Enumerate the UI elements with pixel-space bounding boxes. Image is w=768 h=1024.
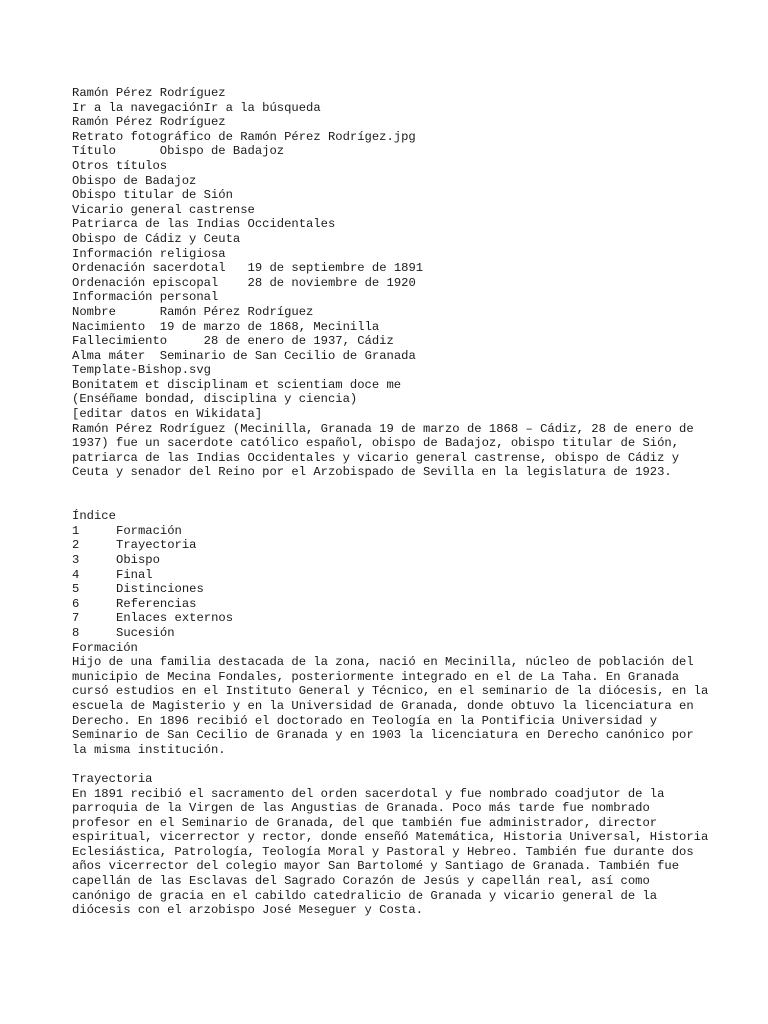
toc-label[interactable]: Enlaces externos	[116, 611, 234, 626]
toc-item[interactable]	[72, 582, 712, 597]
toc-label[interactable]: Formación	[116, 523, 182, 538]
document-page	[72, 86, 712, 918]
nombre-value: Ramón Pérez Rodríguez	[159, 304, 314, 319]
alma-mater-value[interactable]: Seminario de San Cecilio de Granada	[159, 348, 416, 363]
toc-item[interactable]	[72, 524, 712, 539]
titulo-label: Título	[72, 144, 116, 159]
infobox-row-nombre	[72, 305, 712, 320]
toc-label[interactable]: Sucesión	[116, 625, 175, 640]
nacimiento-value[interactable]: 19 de marzo de 1868, Mecinilla	[159, 319, 380, 334]
template-filename[interactable]: Template-Bishop.svg	[72, 363, 211, 378]
titulo-value[interactable]: Obispo de Badajoz	[159, 144, 285, 159]
otro-titulo-item[interactable]: Patriarca de las Indias Occidentales	[72, 217, 336, 232]
toc-number: 3	[72, 553, 80, 567]
toc-item[interactable]	[72, 553, 712, 568]
toc-item[interactable]	[72, 568, 712, 583]
infobox-row-titulo	[72, 144, 712, 159]
toc-number: 6	[72, 596, 80, 611]
table-of-contents	[72, 509, 712, 640]
info-religiosa-heading: Información religiosa	[72, 246, 226, 261]
toc-heading: Índice	[72, 509, 116, 524]
section-text-formacion: Hijo de una familia destacada de la zona, nació en Mecinilla, núcleo de población del municipio de Mecina Fondales, posteriormente integrado en el de La Taha. En Granada cursó estudios en el Instituto General y Técnico, en el seminario de la diócesis, en la escuela de Magisterio y en la Universidad de Granada, donde obtuvo la licenciatura en Derecho. En 1896 recibió el doctorado en Teología en la Pontificia Universidad y Seminario de San Cecilio de Granada y en 1903 la licenciatura en Derecho canónico por la misma institución.	[72, 655, 709, 757]
toc-item[interactable]	[72, 597, 712, 612]
otro-titulo-item[interactable]: Vicario general castrense	[72, 202, 255, 217]
otro-titulo-item[interactable]: Obispo de Badajoz	[72, 173, 197, 188]
toc-number: 5	[72, 582, 80, 597]
ordenacion-sacerdotal-label: Ordenación sacerdotal	[72, 261, 226, 276]
toc-label[interactable]: Final	[116, 567, 153, 582]
toc-label[interactable]: Distinciones	[116, 582, 204, 597]
toc-number: 1	[72, 523, 80, 538]
spacer	[72, 480, 712, 509]
page-title: Ramón Pérez Rodríguez	[72, 86, 226, 100]
toc-number: 7	[72, 611, 80, 626]
toc-label[interactable]: Trayectoria	[116, 538, 197, 553]
motto: Bonitatem et disciplinam et scientiam doce me	[72, 377, 402, 392]
infobox-row-alma-mater	[72, 349, 712, 364]
info-personal-heading: Información personal	[72, 290, 219, 305]
toc-label[interactable]: Referencias	[116, 596, 197, 611]
nombre-label: Nombre	[72, 304, 116, 319]
infobox-row-nacimiento	[72, 320, 712, 335]
infobox-row-fallecimiento	[72, 334, 712, 349]
motto-translation: (Enséñame bondad, disciplina y ciencia)	[72, 392, 358, 407]
infobox	[72, 115, 712, 421]
infobox-image-filename[interactable]: Retrato fotográfico de Ramón Pérez Rodrígez.jpg	[72, 129, 416, 144]
otro-titulo-item[interactable]: Obispo titular de Sión	[72, 188, 233, 203]
skip-links[interactable]: Ir a la navegaciónIr a la búsqueda	[72, 100, 321, 115]
toc-item[interactable]	[72, 538, 712, 553]
ordenacion-sacerdotal-value[interactable]: 19 de septiembre de 1891	[247, 261, 424, 276]
toc-item[interactable]	[72, 626, 712, 641]
fallecimiento-value[interactable]: 28 de enero de 1937, Cádiz	[203, 334, 394, 349]
infobox-row-ordenacion-sacerdotal	[72, 261, 712, 276]
toc-label[interactable]: Obispo	[116, 553, 160, 567]
nacimiento-label: Nacimiento	[72, 319, 146, 334]
infobox-row-ordenacion-episcopal	[72, 276, 712, 291]
spacer	[72, 757, 712, 772]
toc-number: 4	[72, 567, 80, 582]
section-heading-formacion: Formación	[72, 640, 138, 655]
fallecimiento-label: Fallecimiento	[72, 334, 168, 349]
otro-titulo-item[interactable]: Obispo de Cádiz y Ceuta	[72, 231, 241, 246]
intro-paragraph: Ramón Pérez Rodríguez (Mecinilla, Granada 19 de marzo de 1868 – Cádiz, 28 de enero de 1937) fue un sacerdote católico español, obispo de Badajoz, obispo titular de Sión, patriarca de las Indias Occidentales y vicario general castrense, obispo de Cádiz y Ceuta y senador del Reino por el Arzobispado de Sevilla en la legislatura de 1923.	[72, 421, 694, 480]
ordenacion-episcopal-label: Ordenación episcopal	[72, 275, 219, 290]
edit-wikidata-link[interactable]: [editar datos en Wikidata]	[72, 407, 263, 422]
ordenacion-episcopal-value[interactable]: 28 de noviembre de 1920	[247, 275, 416, 290]
section-text-trayectoria: En 1891 recibió el sacramento del orden sacerdotal y fue nombrado coadjutor de la parroquia de la Virgen de las Angustias de Granada. Poco más tarde fue nombrado profesor en el Seminario de Granada, del que también fue administrador, director espiritual, vicerrector y rector, donde enseñó Matemática, Historia Universal, Historia Eclesiástica, Patrología, Teología Moral y Pastoral y Hebreo. También fue durante dos años vicerrector del colegio mayor San Bartolomé y Santiago de Granada. También fue capellán de las Esclavas del Sagrado Corazón de Jesús y capellán real, así como canónigo de gracia en el cabildo catedralicio de Granada y vicario general de la diócesis con el arzobispo José Meseguer y Costa.	[72, 786, 709, 918]
section-heading-trayectoria: Trayectoria	[72, 771, 153, 786]
toc-number: 8	[72, 625, 80, 640]
infobox-name: Ramón Pérez Rodríguez	[72, 115, 226, 130]
otros-titulos-heading: Otros títulos	[72, 158, 168, 173]
alma-mater-label: Alma máter	[72, 348, 146, 363]
toc-number: 2	[72, 538, 80, 553]
toc-item[interactable]	[72, 611, 712, 626]
